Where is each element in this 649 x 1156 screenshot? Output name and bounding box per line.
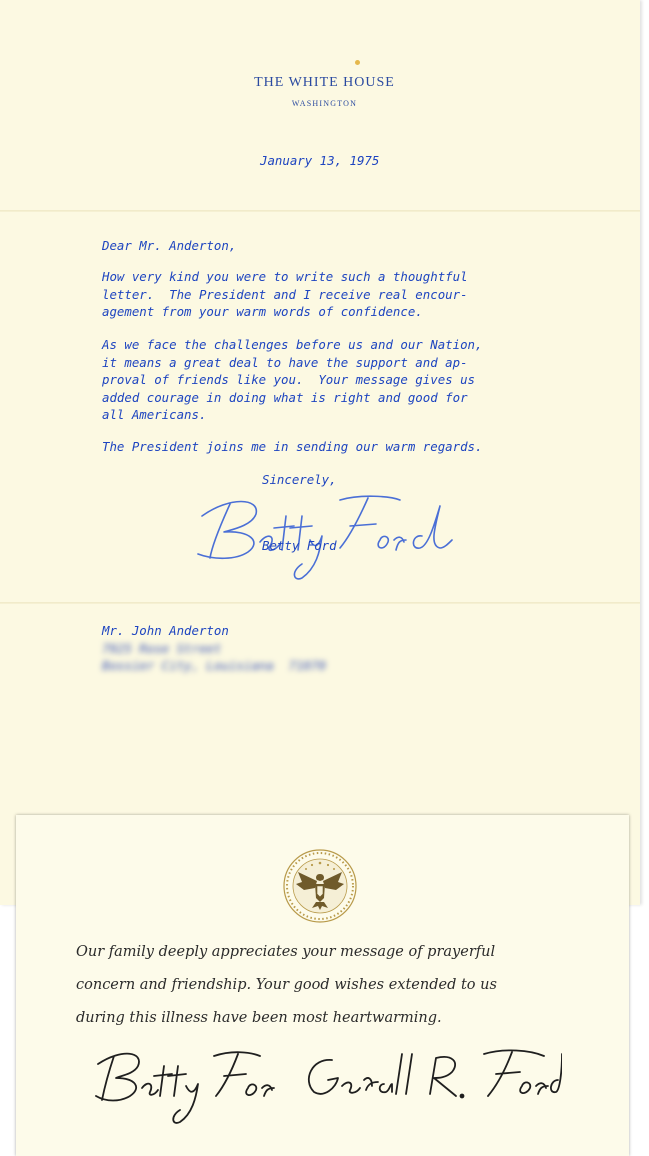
letterhead-subtitle: WASHINGTON: [291, 99, 358, 108]
signature-name: Betty Ford: [262, 538, 337, 553]
paragraph-line: all Americans.: [102, 407, 207, 422]
closing: Sincerely,: [262, 472, 337, 487]
gerald-ford-card-signature: [309, 1050, 562, 1097]
betty-ford-signature: [190, 486, 460, 586]
paragraph-2: [102, 336, 482, 424]
letterhead-title: THE WHITE HOUSE: [254, 75, 395, 90]
card-line: concern and friendship. Your good wishes extended to us: [76, 977, 497, 993]
letter-date: January 13, 1975: [260, 153, 380, 168]
paragraph-line: agement from your warm words of confidence.: [102, 304, 423, 319]
paragraph-line: As we face the challenges before us and our Nation,: [102, 337, 483, 352]
paragraph-line: How very kind you were to write such a thoughtful: [102, 269, 468, 284]
paragraph-3: The President joins me in sending our warm regards.: [102, 439, 483, 454]
letterhead-dot: [355, 60, 360, 65]
paragraph-line: letter. The President and I receive real encour-: [102, 286, 468, 302]
recipient-address-line: 7925 Rose Street: [102, 641, 222, 656]
card-line: during this illness have been most heartwarming.: [76, 1010, 442, 1026]
card-line: Our family deeply appreciates your message of prayerful: [76, 944, 496, 960]
paragraph-line: added courage in doing what is right and good for: [102, 389, 468, 405]
fold-line: [0, 602, 640, 604]
paragraph-line: proval of friends like you. Your message gives us: [102, 372, 475, 387]
presidential-seal-icon: [282, 848, 358, 924]
paragraph-1: [102, 268, 468, 321]
betty-ford-card-signature: [96, 1052, 274, 1123]
paragraph-line: it means a great deal to have the support and ap-: [102, 354, 468, 370]
salutation: Dear Mr. Anderton,: [102, 238, 237, 253]
card-signatures: [92, 1040, 562, 1130]
recipient-address-line: Bossier City, Louisiana 71070: [102, 658, 326, 673]
recipient-name: Mr. John Anderton: [102, 623, 229, 638]
fold-line: [0, 210, 640, 212]
